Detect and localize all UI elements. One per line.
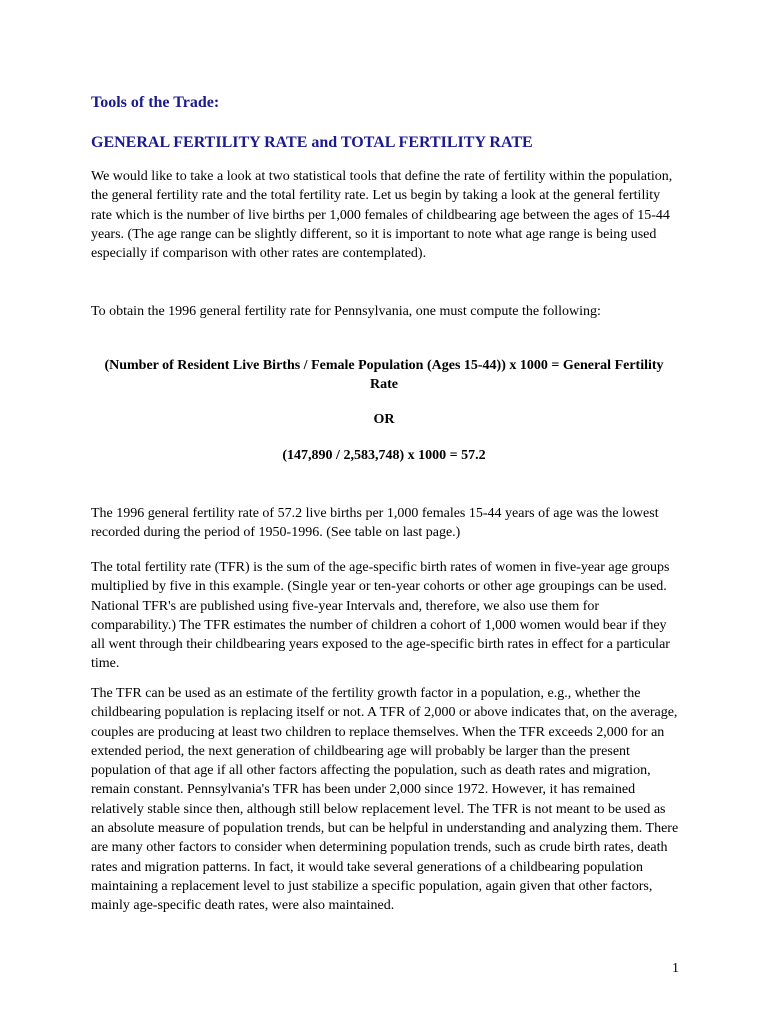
page-number: 1 bbox=[672, 961, 679, 976]
numeric-formula: (147,890 / 2,583,748) x 1000 = 57.2 bbox=[282, 448, 486, 463]
formula-or-separator: OR bbox=[373, 412, 395, 427]
result-paragraph: The 1996 general fertility rate of 57.2 live births per 1,000 females 15-44 years of age was the lowest recorded during the period of 1950-1996. (See table on last page.) bbox=[91, 506, 659, 541]
main-title: GENERAL FERTILITY RATE and TOTAL FERTILITY RATE bbox=[91, 134, 533, 151]
general-fertility-formula: (Number of Resident Live Births / Female Population (Ages 15-44)) x 1000 = General Fertility Rate bbox=[104, 358, 664, 393]
tfr-definition-paragraph: The total fertility rate (TFR) is the sum of the age-specific birth rates of women in five-year age groups multiplied by five in this example. (Single year or ten-year cohorts or other age groupings can be used. National TFR's are published using five-year Intervals and, therefore, we also use them for comparability.) The TFR estimates the number of children a cohort of 1,000 women would bear if they all went through their childbearing years exposed to the age-specific birth rates in effect for a particular time. bbox=[91, 560, 670, 672]
section-title: Tools of the Trade: bbox=[91, 94, 220, 111]
tfr-usage-paragraph: The TFR can be used as an estimate of the fertility growth factor in a population, e.g., whether the childbearing population is replacing itself or not. A TFR of 2,000 or above indicates that, on the average, couples are producing at least two children to replace themselves. When the TFR exceeds 2,000 for an extended period, the next generation of childbearing age will probably be larger than the present population of that age if all other factors affecting the population, such as death rates and migration, remain constant. Pennsylvania's TFR has been under 2,000 since 1972. However, it has remained relatively stable since then, although still below replacement level. The TFR is not meant to be used as an absolute measure of population trends, but can be helpful in understanding and analyzing them. There are many other factors to consider when determining population trends, such as crude birth rates, death rates and migration patterns. In fact, it would take several generations of a childbearing population maintaining a replacement level to just stabilize a specific population, again given that other factors, mainly age-specific death rates, were also maintained. bbox=[91, 686, 679, 914]
compute-paragraph: To obtain the 1996 general fertility rate for Pennsylvania, one must compute the following: bbox=[91, 304, 601, 319]
intro-paragraph: We would like to take a look at two statistical tools that define the rate of fertility within the population, the general fertility rate and the total fertility rate. Let us begin by taking a look at the general fertility rate which is the number of live births per 1,000 females of childbearing age between the ages of 15-44 years. (The age range can be slightly different, so it is important to note what age range is being used especially if comparison with other rates are contemplated). bbox=[91, 169, 673, 262]
